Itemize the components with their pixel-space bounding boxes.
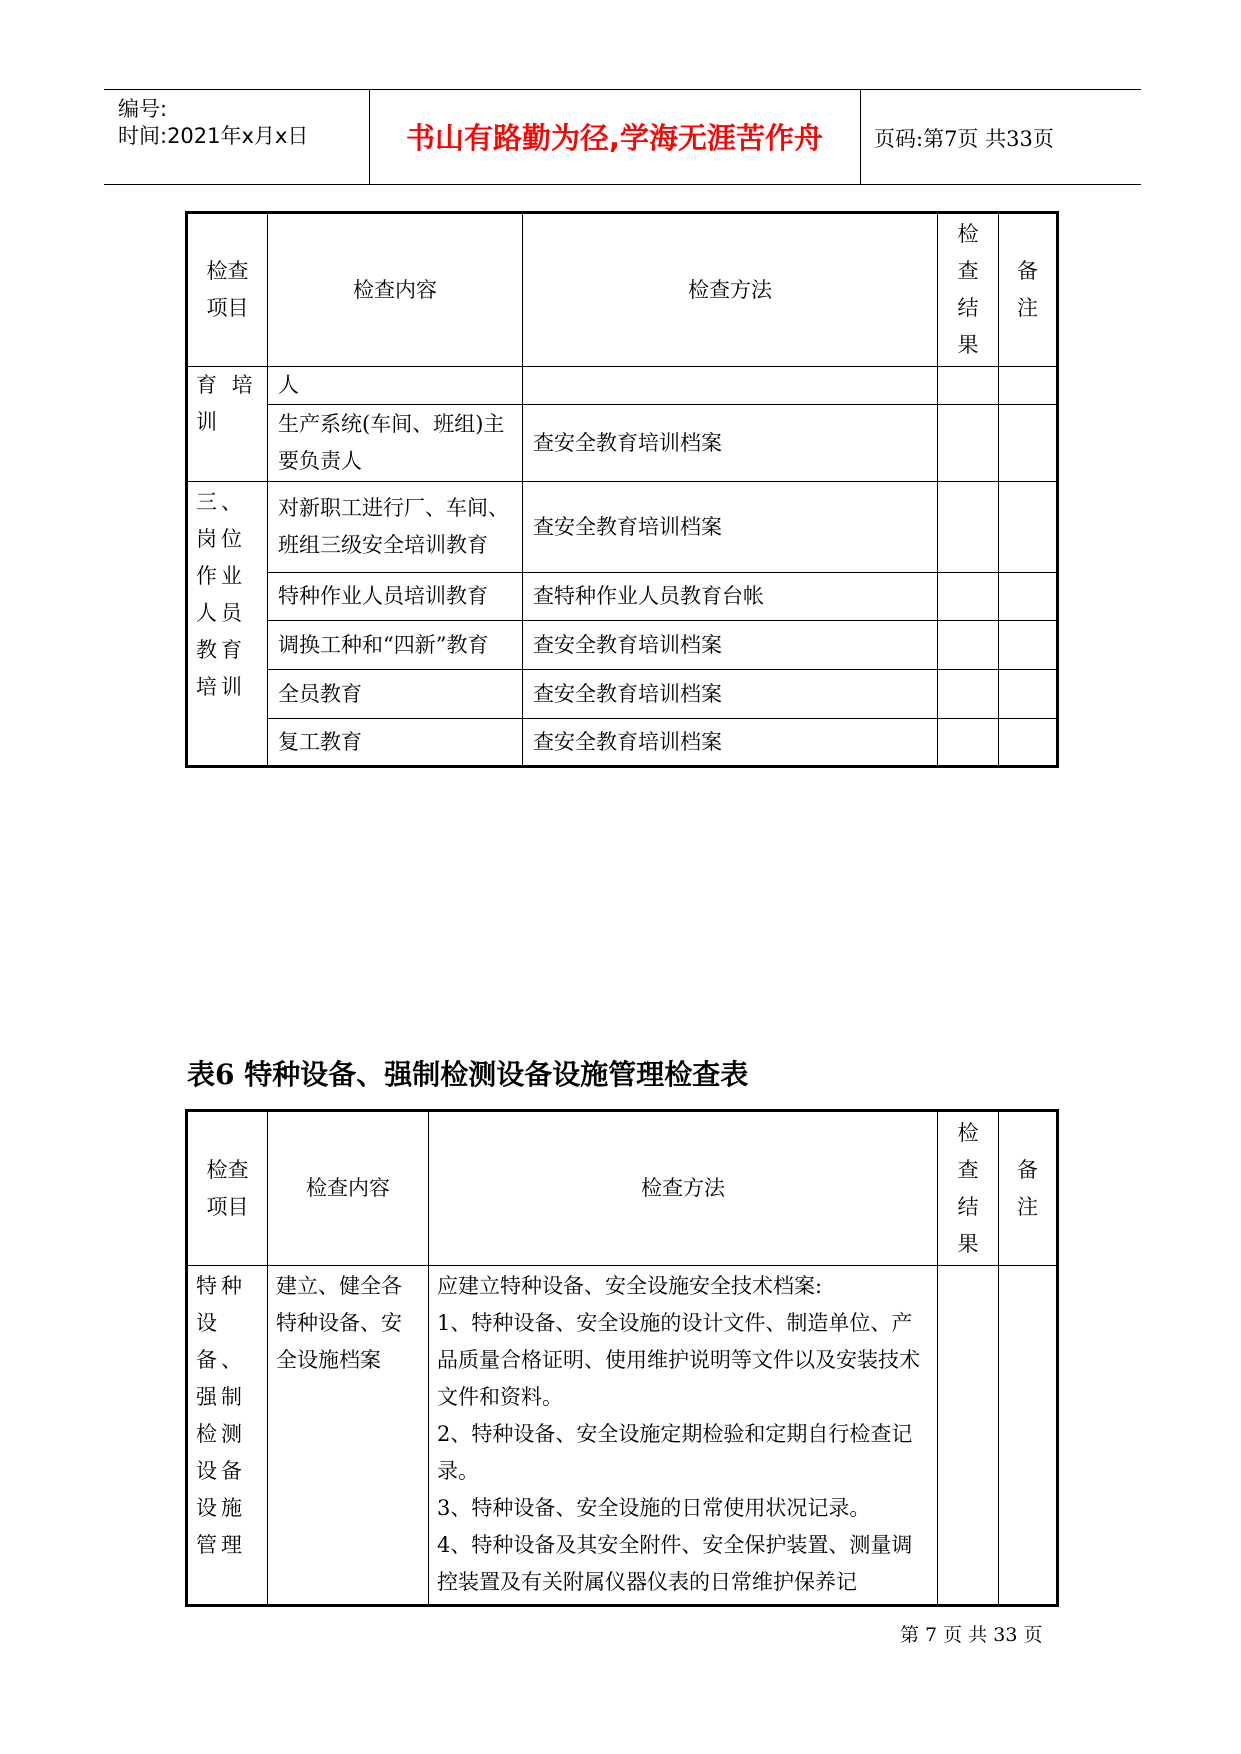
table-header-row <box>187 1111 1058 1266</box>
row-method: 查安全教育培训档案 <box>523 482 938 573</box>
header-right-cell <box>860 90 1141 184</box>
header-method: 检查方法 <box>523 213 938 367</box>
row-method <box>523 367 938 405</box>
row-content: 建立、健全各特种设备、安全设施档案 <box>268 1266 429 1606</box>
table-row <box>187 670 1058 719</box>
header-result: 检查结果 <box>938 1111 999 1266</box>
row-content: 生产系统(车间、班组)主要负责人 <box>268 405 523 482</box>
row-content: 对新职工进行厂、车间、班组三级安全培训教育 <box>268 482 523 573</box>
row-content: 人 <box>268 367 523 405</box>
table-row <box>187 719 1058 767</box>
row-method: 查安全教育培训档案 <box>523 621 938 670</box>
header-item: 检查项目 <box>187 213 268 367</box>
header-content: 检查内容 <box>268 1111 429 1266</box>
table-row <box>187 405 1058 482</box>
method-line: 应建立特种设备、安全设施安全技术档案: <box>437 1274 823 1298</box>
row-result <box>938 573 999 621</box>
row-remark <box>999 573 1058 621</box>
table-row <box>187 367 1058 405</box>
row-result <box>938 670 999 719</box>
inspection-table-1 <box>185 211 1059 768</box>
motto: 书山有路勤为径,学海无涯苦作舟 <box>405 121 824 155</box>
table-row <box>187 573 1058 621</box>
row-remark <box>999 719 1058 767</box>
row-content: 复工教育 <box>268 719 523 767</box>
header-content: 检查内容 <box>268 213 523 367</box>
header-remark: 备注 <box>999 213 1058 367</box>
row-result <box>938 621 999 670</box>
row-method: 查特种作业人员教育台帐 <box>523 573 938 621</box>
header-result: 检查结果 <box>938 213 999 367</box>
header-remark: 备注 <box>999 1111 1058 1266</box>
row-content: 调换工种和“四新”教育 <box>268 621 523 670</box>
header-center-cell <box>369 90 861 184</box>
table-row <box>187 1266 1058 1606</box>
row-method: 查安全教育培训档案 <box>523 405 938 482</box>
row-remark <box>999 670 1058 719</box>
row-remark <box>999 1266 1058 1606</box>
row-content: 特种作业人员培训教育 <box>268 573 523 621</box>
row-result <box>938 482 999 573</box>
table-caption: 表6 特种设备、强制检测设备设施管理检查表 <box>187 1058 749 1091</box>
method-line: 1、特种设备、安全设施的设计文件、制造单位、产品质量合格证明、使用维护说明等文件以及安装技术文件和资料。 <box>437 1311 920 1409</box>
row-content: 全员教育 <box>268 670 523 719</box>
row-remark <box>999 621 1058 670</box>
row-remark <box>999 482 1058 573</box>
row-item: 育 培训 <box>187 367 268 482</box>
row-method <box>429 1266 938 1606</box>
row-result <box>938 405 999 482</box>
row-method: 查安全教育培训档案 <box>523 670 938 719</box>
time-label: 时间:2021年x月x日 <box>118 124 309 148</box>
page-number-label: 页码:第7页 共33页 <box>874 127 1054 151</box>
table-header-row <box>187 213 1058 367</box>
method-line: 3、特种设备、安全设施的日常使用状况记录。 <box>437 1496 871 1520</box>
header-item: 检查项目 <box>187 1111 268 1266</box>
method-line: 2、特种设备、安全设施定期检验和定期自行检查记录。 <box>437 1422 913 1483</box>
row-method: 查安全教育培训档案 <box>523 719 938 767</box>
row-item: 特种设备、强制检测设备设施管理 <box>187 1266 268 1606</box>
page-header <box>104 89 1141 185</box>
table-row <box>187 482 1058 573</box>
method-line: 4、特种设备及其安全附件、安全保护装置、测量调控装置及有关附属仪器仪表的日常维护保养记 <box>437 1533 913 1594</box>
row-result <box>938 367 999 405</box>
row-remark <box>999 367 1058 405</box>
header-left-cell <box>104 90 370 184</box>
header-method: 检查方法 <box>429 1111 938 1266</box>
row-item: 三、岗位作业人员教育培训 <box>187 482 268 767</box>
page-footer: 第 7 页 共 33 页 <box>900 1624 1043 1646</box>
inspection-table-2 <box>185 1109 1059 1607</box>
document-number-label: 编号: <box>118 97 168 121</box>
table-row <box>187 621 1058 670</box>
row-result <box>938 1266 999 1606</box>
row-remark <box>999 405 1058 482</box>
row-result <box>938 719 999 767</box>
